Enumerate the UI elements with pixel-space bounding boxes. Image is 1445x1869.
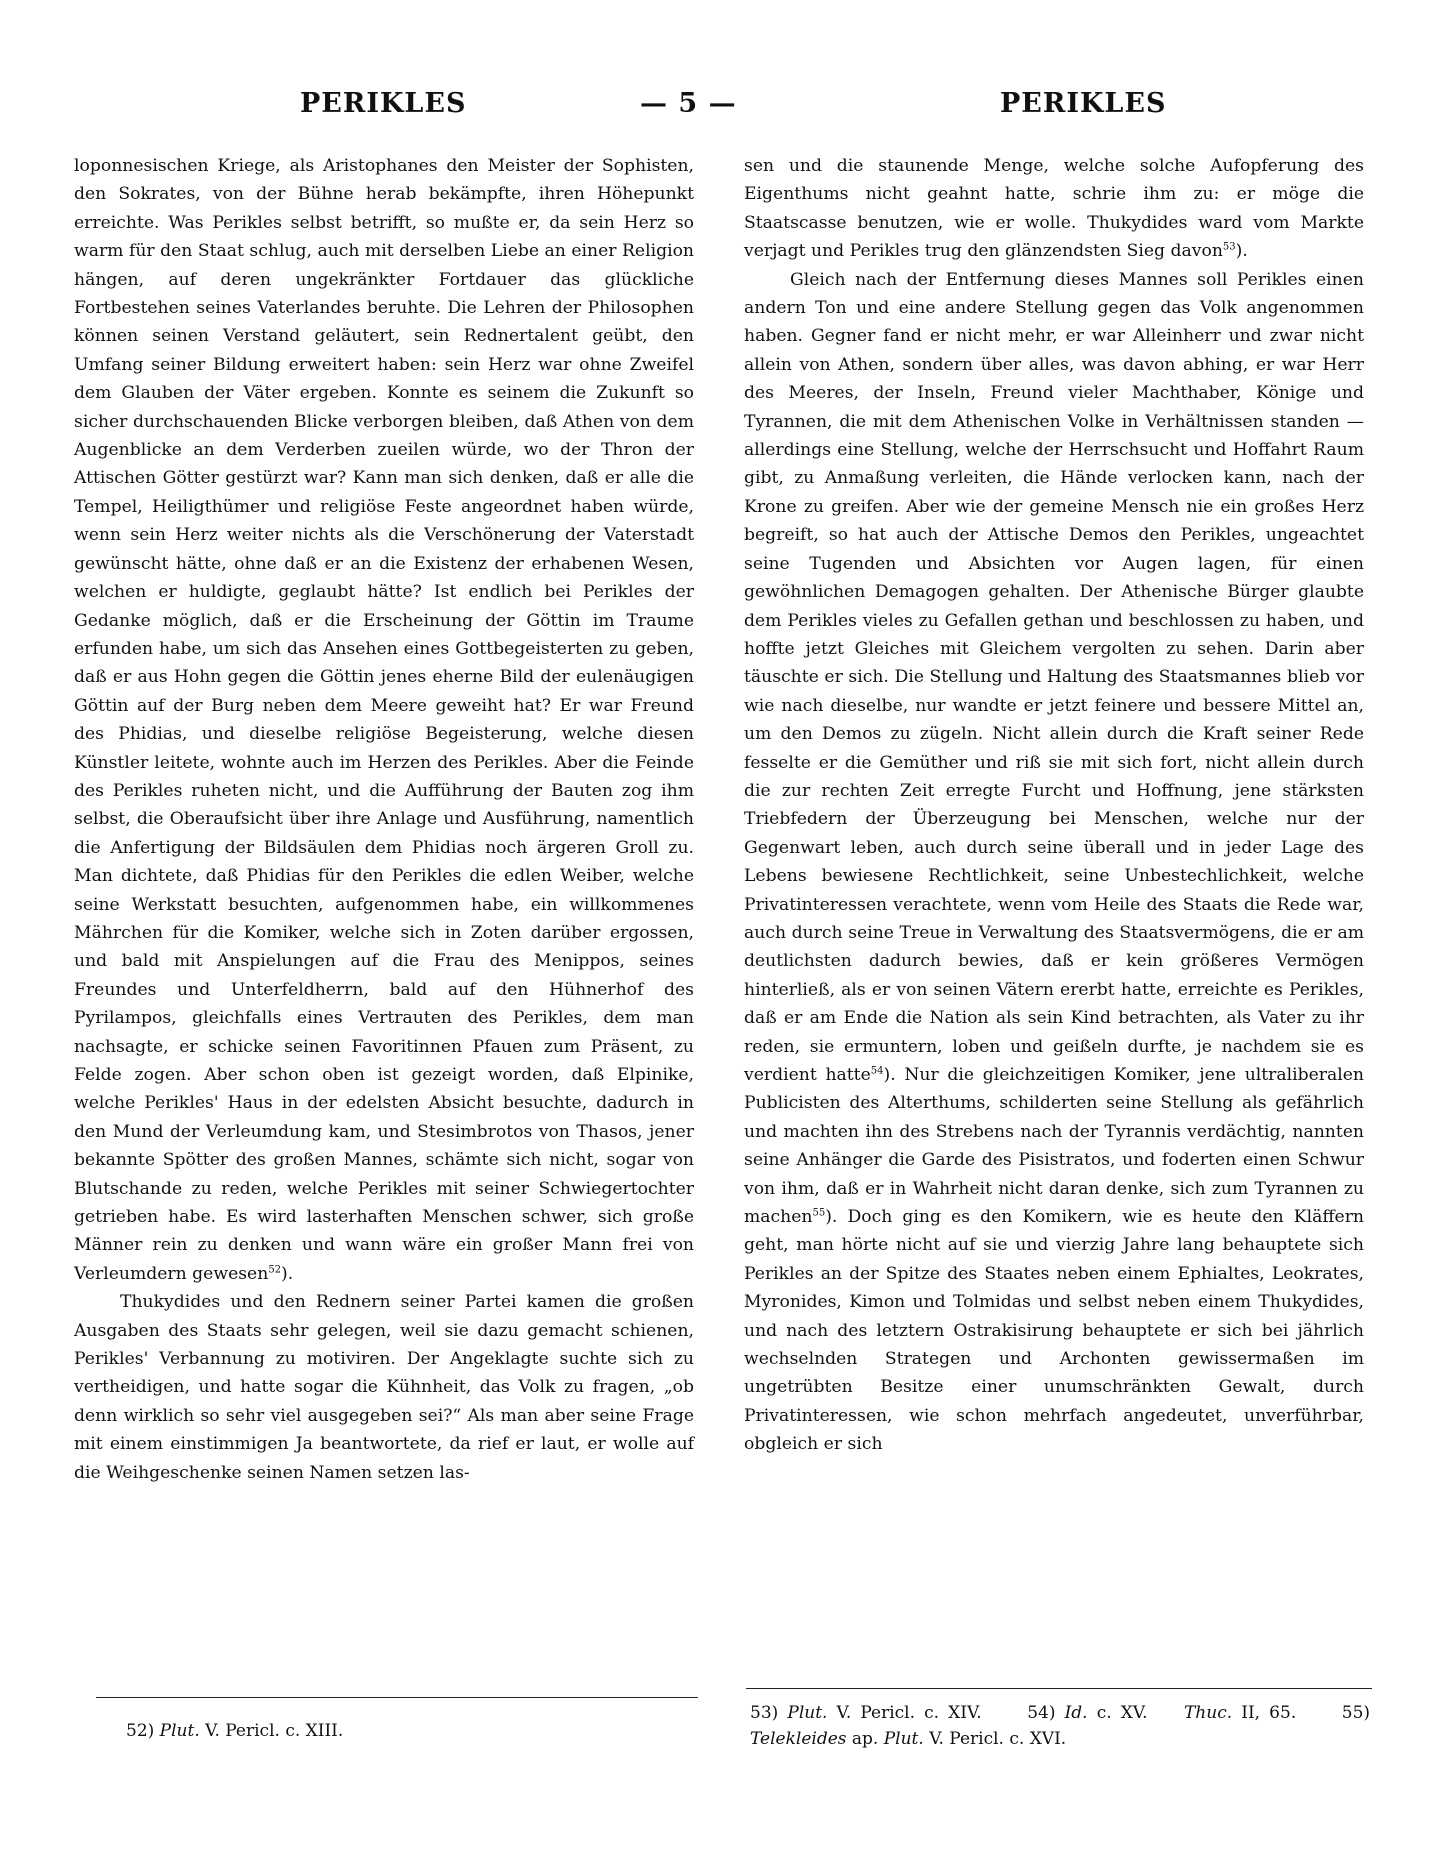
page-number: — 5 — [640,88,737,119]
footnote-52-ref: V. Pericl. c. XIII. [205,1721,344,1741]
left-paragraph-1-end: ). [281,1263,294,1284]
left-column [74,152,694,1487]
footnote-54-number: 54) [1027,1703,1056,1723]
footnotes-right [750,1700,1370,1752]
footnote-53-ref: V. Pericl. c. XIV. [836,1703,982,1723]
footnote-55-ap: ap. [851,1729,879,1749]
right-paragraph-2-end: ). Doch ging es den Komikern, wie es heute den Kläffern geht, man hörte nicht auf sie und vierzig Jahre lang behauptete sich Perikles an der Spitze des Staates neben einem Ephialtes, Leokrates, Myronides, Kimon und Tolmidas und selbst neben einem Thukydides, und nach des letztern Ostrakisirung behauptete er sich bei jährlich wechselnden Strategen und Archonten gewissermaßen im ungetrübten Besitze einer unumschränkten Gewalt, durch Privatinteressen, wie schon mehrfach angedeutet, unverführbar, obgleich er sich [744,1207,1364,1455]
right-paragraph-1-text: sen und die staunende Menge, welche solche Aufopferung des Eigenthums nicht geahnt hatte, schrie ihm zu: er möge die Staatscasse benutzen, wie er wolle. Thukydides ward vom Markte verjagt und Perikles trug den glänzendsten Sieg davon [744,156,1364,262]
right-paragraph-1 [744,152,1364,266]
running-head-left: PERIKLES [300,88,467,119]
footnote-rule-right [746,1688,1372,1689]
footnote-54-thuc-ref: II, 65. [1241,1703,1297,1723]
footnote-55-author: Telekleides [750,1729,847,1749]
footnote-ref-53: 53 [1222,241,1236,253]
footnote-ref-55: 55 [812,1207,826,1219]
right-paragraph-2 [744,266,1364,1459]
right-column [744,152,1364,1459]
footnote-rule-left [96,1697,698,1698]
footnote-53-author: Plut. [787,1703,828,1723]
footnote-54-ref: c. XV. [1096,1703,1148,1723]
footnote-55-number: 55) [1341,1703,1371,1723]
footnote-ref-52: 52 [268,1264,282,1276]
left-paragraph-1-text: loponnesischen Kriege, als Aristophanes den Meister der Sophisten, den Sokrates, von der Bühne herab bekämpfte, ihren Höhepunkt erreichte. Was Perikles selbst betrifft, so mußte er, da sein Herz so warm für den Staat schlug, auch mit derselben Liebe an einer Religion hängen, auf deren ungekränkter Fortdauer das glückliche Fortbestehen seines Vaterlandes beruhte. Die Lehren der Philosophen können seinen Verstand geläutert, sein Rednertalent geübt, den Umfang seiner Bildung erweitert haben: sein Herz war ohne Zweifel dem Glauben der Väter ergeben. Konnte es seinem die Zukunft so sicher durchschauenden Blicke verborgen bleiben, daß Athen von dem Augenblicke an dem Verderben zueilen würde, wo der Thron der Attischen Götter gestürzt war? Kann man sich denken, daß er alle die Tempel, Heiligthümer und religiöse Feste angeordnet haben würde, wenn sein Herz weiter nichts als die Verschönerung der Vaterstadt gewünscht hätte, ohne daß er an die Existenz der erhabenen Wesen, welchen er huldigte, geglaubt hätte? Ist endlich bei Perikles der Gedanke möglich, daß er die Erscheinung der Göttin im Traume erfunden habe, um sich das Ansehen eines Gottbegeisterten zu geben, daß er aus Hohn gegen die Göttin jenes eherne Bild der eulenäugigen Göttin auf der Burg neben dem Meere geweiht hat? Er war Freund des Phidias, und dieselbe religiöse Begeisterung, welche diesen Künstler leitete, wohnte auch im Herzen des Perikles. Aber die Feinde des Perikles ruheten nicht, und die Aufführung der Bauten zog ihm selbst, die Oberaufsicht über ihre Anlage und Ausführung, namentlich die Anfertigung der Bildsäulen dem Phidias noch ärgeren Groll zu. Man dichtete, daß Phidias für den Perikles die edlen Weiber, welche seine Werkstatt besuchten, aufgenommen habe, ein willkommenes Mährchen für die Komiker, welche sich in Zoten darüber ergossen, und bald mit Anspielungen auf die Frau des Menippos, seines Freundes und Unterfeldherrn, bald auf den Hühnerhof des Pyrilampos, gleichfalls eines Vertrauten des Perikles, dem man nachsagte, er schicke seinen Favoritinnen Pfauen zum Präsent, zu Felde zogen. Aber schon oben ist gezeigt worden, daß Elpinike, welche Perikles' Haus in der edelsten Absicht besuchte, dadurch in den Mund der Verleumdung kam, und Stesimbrotos von Thasos, jener bekannte Spötter des großen Mannes, schämte sich nicht, sogar von Blutschande zu reden, welche Perikles mit seiner Schwiegertochter getrieben habe. Es wird lasterhaften Menschen schwer, sich große Männer rein zu denken und wann wäre ein großer Mann frei von Verleumdern gewesen [74,156,694,1284]
left-paragraph-1 [74,152,694,1288]
footnote-ref-54: 54 [870,1065,884,1077]
footnote-52-author: Plut. [159,1721,200,1741]
footnote-55-ref: V. Pericl. c. XVI. [929,1729,1067,1749]
footnote-54-thuc: Thuc. [1183,1703,1233,1723]
running-head-right: PERIKLES [1000,88,1167,119]
footnote-52-number: 52) [126,1721,155,1741]
right-paragraph-2-text: Gleich nach der Entfernung dieses Mannes soll Perikles einen andern Ton und eine andere Stellung gegen das Volk angenommen haben. Gegner fand er nicht mehr, er war Alleinherr und zwar nicht allein von Athen, sondern über alles, was davon abhing, er war Herr des Meeres, der Inseln, Freund vieler Machthaber, Könige und Tyrannen, die mit dem Athenischen Volke in Verhältnissen standen — allerdings eine Stellung, welche der Herrschsucht und Hoffahrt Raum gibt, zu Anmaßung verleiten, die Hände verlocken kann, nach der Krone zu greifen. Aber wie der gemeine Mensch nie ein großes Herz begreift, so hat auch der Attische Demos den Perikles, ungeachtet seine Tugenden und Absichten vor Augen lagen, für einen gewöhnlichen Demagogen gehalten. Der Athenische Bürger glaubte dem Perikles vieles zu Gefallen gethan und beschlossen zu haben, und hoffte jetzt Gleiches mit Gleichem vergolten zu sehen. Darin aber täuschte er sich. Die Stellung und Haltung des Staatsmannes blieb vor wie nach dieselbe, nur wandte er jetzt feinere und bessere Mittel an, um den Demos zu zügeln. Nicht allein durch die Kraft seiner Rede fesselte er die Gemüther und riß sie mit sich fort, nicht allein durch die zur rechten Zeit erregte Furcht und Hoffnung, jene stärksten Triebfedern der Überzeugung bei Menschen, welche nur der Gegenwart leben, auch durch seine überall und in jeder Lage des Lebens bewiesene Rechtlichkeit, seine Unbestechlichkeit, welche Privatinteressen verachtete, wenn vom Heile des Staats die Rede war, auch durch seine Treue in Verwaltung des Staatsvermögens, die er am deutlichsten dadurch bewies, daß er kein größeres Vermögen hinterließ, als er von seinen Vätern ererbt hatte, erreichte es Perikles, daß er am Ende die Nation als sein Kind betrachten, als Vater zu ihr reden, sie ermuntern, loben und geißeln durfte, je nachdem sie es verdient hatte [744,269,1364,1085]
footnotes-left [126,1718,686,1744]
footnote-55-plut: Plut. [883,1729,924,1749]
left-paragraph-2: Thukydides und den Rednern seiner Partei kamen die großen Ausgaben des Staats sehr gelegen, weil sie dazu gemacht schienen, Perikles' Verbannung zu motiviren. Der Angeklagte suchte sich zu vertheidigen, und hatte sogar die Kühnheit, das Volk zu fragen, „ob denn wirklich so sehr viel ausgegeben sei?“ Als man aber seine Frage mit einem einstimmigen Ja beantwortete, da rief er laut, er wolle auf die Weihgeschenke seinen Namen setzen las- [74,1292,694,1483]
footnote-54-author: Id. [1064,1703,1088,1723]
footnote-53-number: 53) [750,1703,779,1723]
right-paragraph-2-mid: ). Nur die gleichzeitigen Komiker, jene ultraliberalen Publicisten des Alterthums, schilderten seine Stellung als gefährlich und machten ihn des Strebens nach der Tyrannis verdächtig, nannten seine Anhänger die Garde des Pisistratos, und foderten einen Schwur von ihm, daß er in Wahrheit nicht daran denke, sich zum Tyrannen zu machen [744,1065,1365,1228]
right-paragraph-1-end: ). [1235,241,1248,262]
